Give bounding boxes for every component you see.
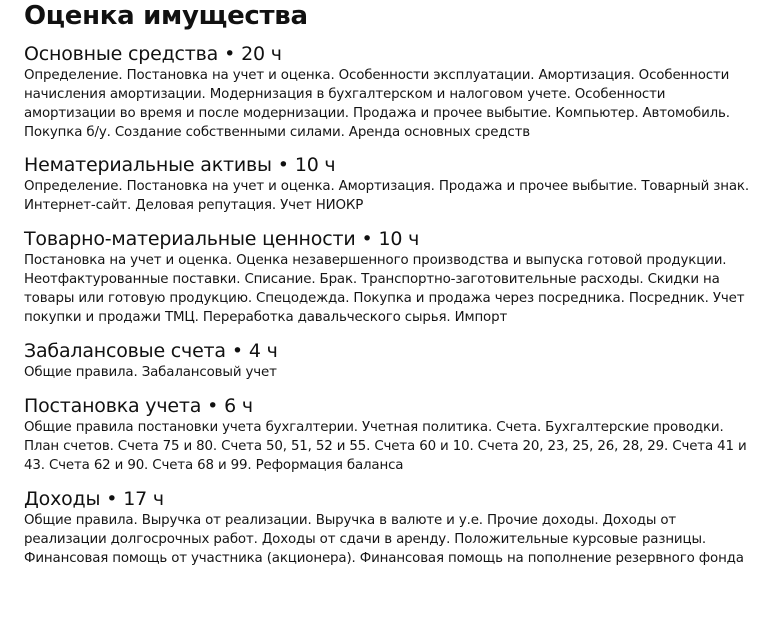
section-intangible-assets: [24, 153, 749, 215]
section-title: Товарно-материальные ценности: [24, 228, 356, 250]
page-title: Оценка имущества: [24, 1, 308, 31]
section-title: Забалансовые счета: [24, 340, 226, 362]
section-inventory: [24, 227, 749, 327]
section-title: Нематериальные активы: [24, 154, 272, 176]
section-description: Общие правила. Выручка от реализации. Выручка в валюте и у.е. Прочие доходы. Доходы от реализации долгосрочных работ. Доходы от сдачи в аренду. Положительные курсовые разницы. Финансовая помощь от участника (акционера). Финансовая помощь на пополнение резервного фонда: [24, 513, 744, 566]
section-hours: 4 ч: [248, 340, 278, 362]
section-hours: 10 ч: [378, 228, 420, 250]
separator-dot: •: [361, 228, 373, 250]
section-accounting-setup: [24, 394, 749, 475]
section-title: Доходы: [24, 488, 101, 510]
section-off-balance-accounts: [24, 339, 749, 382]
course-program: [24, 0, 749, 568]
section-heading: [24, 339, 749, 363]
section-hours: 6 ч: [224, 395, 253, 417]
separator-dot: •: [277, 154, 289, 176]
section-description: Постановка на учет и оценка. Оценка незавершенного производства и выпуска готовой продукции. Неотфактурованные поставки. Списание. Брак. Транспортно-заготовительные расходы. Скидки на товары или готовую продукцию. Спецодежда. Покупка и продажа через посредника. Посредник. Учет покупки и продажи ТМЦ. Переработка давальческого сырья. Импорт: [24, 253, 745, 325]
section-description: Общие правила постановки учета бухгалтерии. Учетная политика. Счета. Бухгалтерские проводки. План счетов. Счета 75 и 80. Счета 50, 51, 52 и 55. Счета 60 и 10. Счета 20, 23, 25, 26, 28, 29. Счета 41 и 43. Счета 62 и 90. Счета 68 и 99. Реформация баланса: [24, 420, 747, 473]
section-heading: [24, 487, 749, 511]
section-heading: [24, 153, 749, 177]
section-heading: [24, 227, 749, 251]
section-hours: 17 ч: [123, 488, 164, 510]
section-heading: [24, 394, 749, 418]
section-heading: [24, 42, 749, 66]
section-fixed-assets: [24, 42, 749, 142]
section-income: [24, 487, 749, 568]
separator-dot: •: [231, 340, 243, 362]
separator-dot: •: [224, 43, 236, 65]
section-description: Определение. Постановка на учет и оценка. Особенности эксплуатации. Амортизация. Особенности начисления амортизации. Модернизация в бухгалтерском и налоговом учете. Особенности амортизации во время и после модернизации. Продажа и прочее выбытие. Компьютер. Автомобиль. Покупка б/у. Создание собственными силами. Аренда основных средств: [24, 68, 730, 140]
separator-dot: •: [207, 395, 219, 417]
section-description: Общие правила. Забалансовый учет: [24, 365, 277, 380]
section-description: Определение. Постановка на учет и оценка. Амортизация. Продажа и прочее выбытие. Товарный знак. Интернет-сайт. Деловая репутация. Учет НИОКР: [24, 179, 749, 213]
section-title: Постановка учета: [24, 395, 202, 417]
section-hours: 20 ч: [241, 43, 282, 65]
section-hours: 10 ч: [294, 154, 336, 176]
separator-dot: •: [106, 488, 118, 510]
section-title: Основные средства: [24, 43, 219, 65]
